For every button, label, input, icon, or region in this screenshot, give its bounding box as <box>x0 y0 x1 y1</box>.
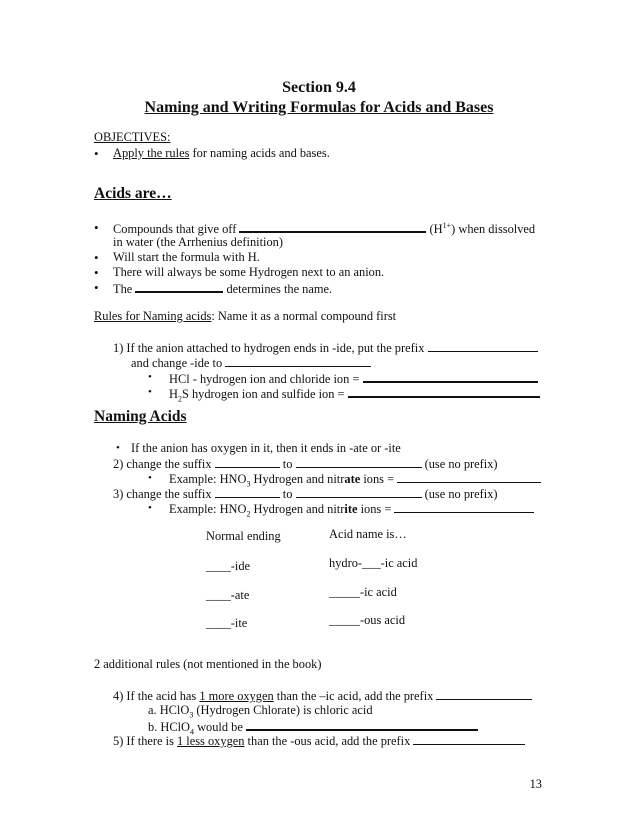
subscript: 2 <box>177 394 182 404</box>
acids-bullet-2: Will start the formula with H. <box>113 250 260 264</box>
bullet-icon: • <box>148 472 152 484</box>
bold-text: ate <box>344 472 361 486</box>
answer-blank[interactable]: ____ <box>206 616 231 630</box>
text: (H <box>429 222 443 236</box>
text: b. HClO <box>148 720 190 734</box>
page-number: 13 <box>529 777 542 791</box>
bullet-icon: • <box>148 386 152 398</box>
subscript: 3 <box>246 479 251 489</box>
rule-5 <box>113 733 525 749</box>
example-hno2 <box>169 501 534 517</box>
naming-bullet-1: If the anion has oxygen in it, then it ends in -ate or -ite <box>131 441 401 455</box>
text: determines the name. <box>226 282 333 296</box>
rules-line <box>94 309 396 324</box>
acids-bullet-1-cont: in water (the Arrhenius definition) <box>113 235 283 249</box>
text: (use no prefix) <box>424 457 498 471</box>
acids-bullet-3: There will always be some Hydrogen next to an anion. <box>113 265 385 279</box>
objective-item <box>113 146 330 161</box>
text: Hydrogen and nitr <box>250 502 345 516</box>
text: Example: HNO <box>169 502 247 516</box>
text: hydro- <box>329 556 363 570</box>
answer-blank[interactable] <box>215 486 280 498</box>
text: -ide <box>230 559 251 573</box>
text: would be <box>194 720 243 734</box>
text: than the -ous acid, add the prefix <box>244 734 411 748</box>
bullet-icon: • <box>116 442 120 454</box>
answer-blank[interactable]: ____ <box>206 588 231 602</box>
answer-blank[interactable] <box>363 370 538 383</box>
text: H <box>169 387 178 401</box>
table-row <box>206 616 247 631</box>
answer-blank[interactable]: ___ <box>362 556 381 570</box>
text: S hydrogen ion and sulfide ion = <box>181 387 345 401</box>
subscript: 2 <box>246 509 251 519</box>
bullet-icon: • <box>94 220 99 235</box>
page-title: Naming and Writing Formulas for Acids and Bases <box>144 99 494 116</box>
answer-blank[interactable] <box>225 355 371 367</box>
text: and change -ide to <box>131 356 223 370</box>
answer-blank[interactable] <box>436 688 532 700</box>
text: -ic acid <box>380 556 418 570</box>
additional-intro: 2 additional rules (not mentioned in the book) <box>94 657 322 671</box>
text: (Hydrogen Chlorate) is chloric acid <box>193 703 373 717</box>
objectives-label: OBJECTIVES: <box>94 130 171 144</box>
table-row <box>206 559 250 574</box>
naming-acids-heading: Naming Acids <box>94 408 187 425</box>
text: ions = <box>357 502 392 516</box>
answer-blank[interactable] <box>215 456 280 468</box>
text: 1) If the anion attached to hydrogen ends in -ide, put the prefix <box>113 341 425 355</box>
underlined-text: 1 more oxygen <box>199 689 274 703</box>
answer-blank[interactable]: _____ <box>329 613 360 627</box>
example-h2s <box>169 385 540 402</box>
text: -ite <box>230 616 248 630</box>
rule-4a <box>148 703 373 718</box>
superscript: 1+ <box>442 220 452 230</box>
table-row <box>329 613 405 628</box>
bullet-icon: • <box>94 280 99 295</box>
answer-blank[interactable]: ____ <box>206 559 231 573</box>
objective-text: for naming acids and bases. <box>189 146 330 160</box>
bold-text: ite <box>344 502 358 516</box>
acids-are-heading: Acids are… <box>94 185 172 202</box>
table-row <box>206 588 249 603</box>
rule-1-cont <box>131 355 371 371</box>
answer-blank[interactable]: _____ <box>329 585 360 599</box>
answer-blank[interactable] <box>348 385 540 398</box>
answer-blank[interactable] <box>428 340 538 352</box>
text: -ous acid <box>359 613 406 627</box>
table-col-acid-name: Acid name is… <box>329 527 407 541</box>
underlined-text: 1 less oxygen <box>177 734 245 748</box>
text: ions = <box>360 472 395 486</box>
text: to <box>282 487 293 501</box>
answer-blank[interactable] <box>239 220 426 233</box>
answer-blank[interactable] <box>413 733 525 745</box>
rules-text: : Name it as a normal compound first <box>211 309 397 323</box>
rule-3 <box>113 486 498 502</box>
text: than the –ic acid, add the prefix <box>273 689 434 703</box>
acids-bullet-4 <box>113 280 332 297</box>
text: Hydrogen and nitr <box>250 472 345 486</box>
rule-4 <box>113 688 532 704</box>
bullet-icon: • <box>148 502 152 514</box>
text: 5) If there is <box>113 734 177 748</box>
text: Example: HNO <box>169 472 247 486</box>
rule-2 <box>113 456 498 472</box>
subscript: 3 <box>189 710 194 720</box>
text: -ate <box>230 588 250 602</box>
objective-link: Apply the rules <box>113 146 190 160</box>
example-hno3 <box>169 471 541 487</box>
text: 2) change the suffix <box>113 457 212 471</box>
rules-label: Rules for Naming acids <box>94 309 212 323</box>
answer-blank[interactable] <box>296 456 422 468</box>
answer-blank[interactable] <box>397 471 541 483</box>
text: to <box>282 457 293 471</box>
table-row <box>329 585 397 600</box>
text: -ic acid <box>359 585 397 599</box>
bullet-icon: • <box>94 146 99 161</box>
text: Compounds that give off <box>113 222 237 236</box>
table-col-normal-ending: Normal ending <box>206 529 281 543</box>
answer-blank[interactable] <box>246 718 478 731</box>
rule-1 <box>113 340 538 356</box>
answer-blank[interactable] <box>394 501 534 513</box>
answer-blank[interactable] <box>296 486 422 498</box>
subscript: 4 <box>190 727 194 737</box>
text: a. HClO <box>148 703 190 717</box>
table-row <box>329 556 417 571</box>
bullet-icon: • <box>94 265 99 280</box>
text: 4) If the acid has <box>113 689 200 703</box>
text: The <box>113 282 133 296</box>
bullet-icon: • <box>148 371 152 383</box>
answer-blank[interactable] <box>135 280 223 293</box>
text: 3) change the suffix <box>113 487 212 501</box>
bullet-icon: • <box>94 250 99 265</box>
section-number: Section 9.4 <box>282 79 356 96</box>
text: (use no prefix) <box>424 487 498 501</box>
text: ) when dissolved <box>451 222 536 236</box>
text: HCl - hydrogen ion and chloride ion = <box>169 372 360 386</box>
